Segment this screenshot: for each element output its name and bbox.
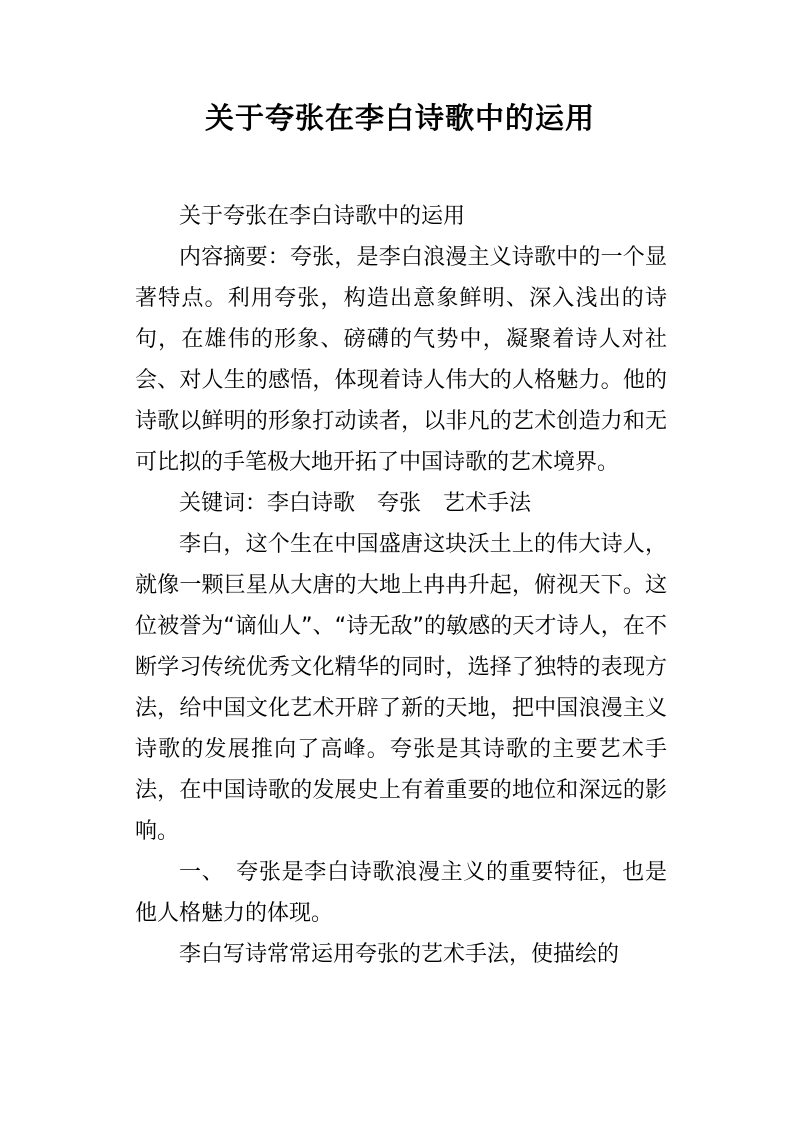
section-heading-1: 一、 夸张是李白诗歌浪漫主义的重要特征，也是他人格魅力的体现。: [135, 860, 667, 926]
paragraph-intro: 李白，这个生在中国盛唐这块沃土上的伟大诗人，就像一颗巨星从大唐的大地上冉冉升起，俯视天下。这位被誉为“谪仙人”、“诗无敌”的敏感的天才诗人，在不断学习传统优秀文化精华的同时，选择了独特的表现方法，给中国文化艺术开辟了新的天地，把中国浪漫主义诗歌的发展推向了高峰。夸张是其诗歌的主要艺术手法，在中国诗歌的发展史上有着重要的地位和深远的影响。: [135, 532, 667, 844]
document-body: [135, 196, 667, 975]
paragraph-title-repeat: 关于夸张在李白诗歌中的运用: [179, 204, 466, 229]
paragraph-keywords: 关键词：李白诗歌 夸张 艺术手法: [179, 491, 532, 516]
paragraph-abstract: 内容摘要：夸张，是李白浪漫主义诗歌中的一个显著特点。利用夸张，构造出意象鲜明、深入浅出的诗句，在雄伟的形象、磅礴的气势中，凝聚着诗人对社会、对人生的感悟，体现着诗人伟大的人格魅力。他的诗歌以鲜明的形象打动读者，以非凡的艺术创造力和无可比拟的手笔极大地开拓了中国诗歌的艺术境界。: [135, 245, 667, 475]
paragraph-section-1: 李白写诗常常运用夸张的艺术手法，使描绘的: [179, 942, 620, 967]
document-title: 关于夸张在李白诗歌中的运用: [204, 101, 595, 135]
